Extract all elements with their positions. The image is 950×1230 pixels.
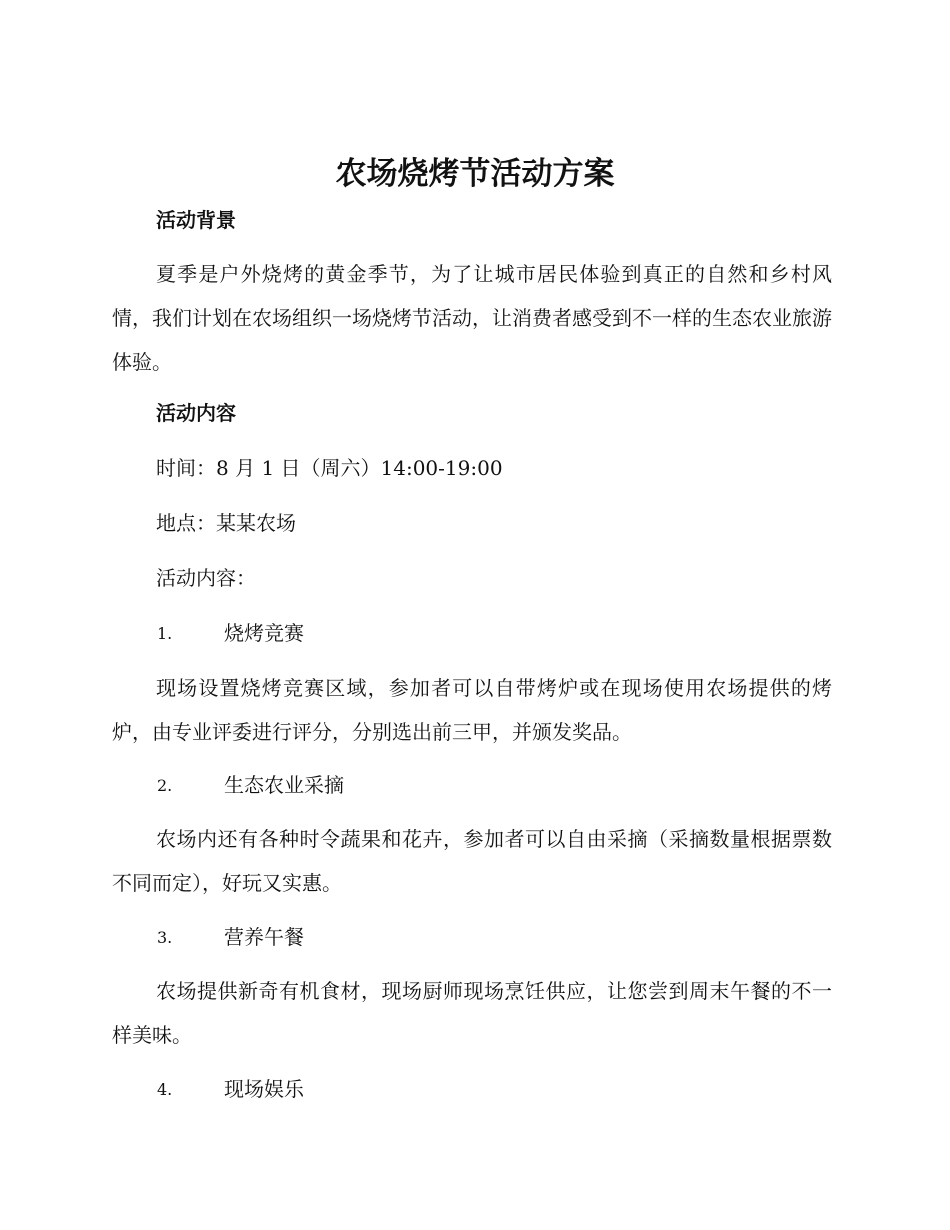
item-description: 农场内还有各种时令蔬果和花卉，参加者可以自由采摘（采摘数量根据票数不同而定），好玩又实惠。 [112,827,832,895]
event-location: 地点：某某农场 [156,511,296,535]
item-title: 烧烤竞赛 [224,621,304,645]
item-title: 生态农业采摘 [224,773,344,797]
item-number: 3. [157,928,173,947]
item-number: 2. [157,776,173,795]
item-title: 现场娱乐 [224,1077,304,1101]
event-time: 时间：8 月 1 日（周六）14:00-19:00 [156,456,503,480]
item-number: 1. [157,624,173,643]
item-description: 现场设置烧烤竞赛区域，参加者可以自带烤炉或在现场使用农场提供的烤炉，由专业评委进行评分，分别选出前三甲，并颁发奖品。 [112,676,832,744]
background-paragraph: 夏季是户外烧烤的黄金季节，为了让城市居民体验到真正的自然和乡村风情，我们计划在农场组织一场烧烤节活动，让消费者感受到不一样的生态农业旅游体验。 [112,262,832,374]
content-label: 活动内容： [156,566,256,590]
document-title: 农场烧烤节活动方案 [335,156,615,192]
item-number: 4. [157,1080,173,1099]
item-title: 营养午餐 [224,925,304,949]
item-description: 农场提供新奇有机食材，现场厨师现场烹饪供应，让您尝到周末午餐的不一样美味。 [112,979,832,1047]
background-heading: 活动背景 [156,208,236,232]
content-heading: 活动内容 [156,401,236,425]
